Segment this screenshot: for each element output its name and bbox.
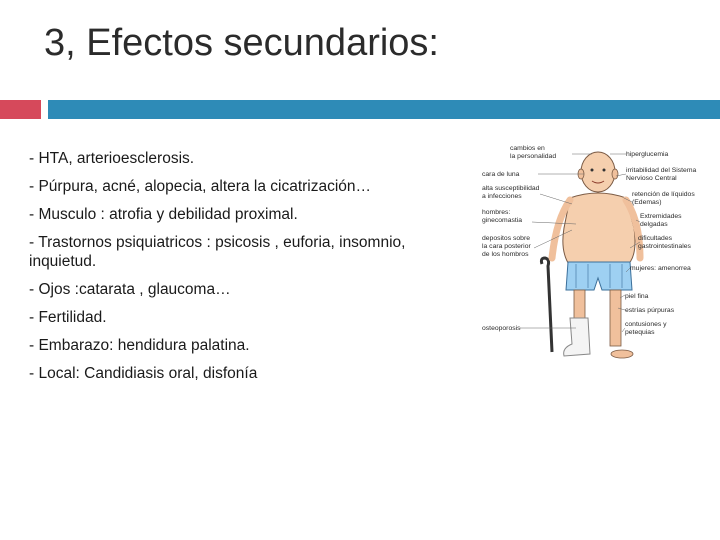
bullet-item: - Ojos :catarata , glaucoma… — [29, 281, 231, 298]
svg-text:osteoporosis — [482, 325, 521, 332]
svg-text:dificultadesgastrointestinales — [638, 235, 691, 250]
label-text: gastrointestinales — [638, 243, 691, 250]
side-effects-figure — [480, 132, 702, 372]
svg-text:cambios enla personalidad — [510, 145, 556, 160]
label-text: contusiones y — [625, 321, 667, 328]
bullet-item: - Púrpura, acné, alopecia, altera la cicatrización… — [29, 178, 372, 195]
right-labels — [625, 151, 696, 336]
bullet-item: - HTA, arterioesclerosis. — [29, 150, 195, 167]
label-text: (Edemas) — [632, 199, 662, 206]
label-text: a infecciones — [482, 193, 522, 200]
label-text: cambios en — [510, 145, 545, 152]
label-text: delgadas — [640, 221, 668, 228]
svg-text:depositos sobrela cara posteri — [482, 235, 531, 258]
svg-text:contusiones ypetequias — [625, 321, 667, 336]
label-text: alta susceptibilidad — [482, 185, 540, 192]
bullet-item: - Fertilidad. — [29, 309, 107, 326]
left-labels — [482, 145, 556, 332]
label-text: mujeres: amenorrea — [630, 265, 691, 272]
label-text: hombres: — [482, 209, 511, 216]
label-text: depositos sobre — [482, 235, 530, 242]
label-text: ginecomastia — [482, 217, 523, 224]
bullet-item: - Embarazo: hendidura palatina. — [29, 337, 250, 354]
label-text: estrías púrpuras — [625, 307, 675, 314]
label-text: Extremidades — [640, 213, 682, 220]
svg-text:piel fina — [625, 293, 649, 300]
svg-text:hombres:ginecomastia — [482, 209, 522, 224]
svg-text:mujeres: amenorrea — [630, 265, 691, 272]
label-text: Nervioso Central — [626, 175, 677, 182]
accent-bar-red — [0, 100, 41, 119]
label-text: irritabilidad del Sistema — [626, 167, 697, 174]
svg-text:estrías púrpuras — [625, 307, 675, 314]
bullet-item: - Trastornos psiquiatricos : psicosis , euforia, insomnio, inquietud. — [29, 234, 406, 270]
bullet-list — [29, 149, 439, 392]
svg-text:irritabilidad del SistemaNervi — [626, 167, 696, 182]
bullet-item: - Musculo : atrofia y debilidad proximal. — [29, 206, 298, 223]
svg-text:hiperglucemia — [626, 151, 669, 158]
label-text: cara de luna — [482, 171, 520, 178]
svg-text:cara de luna — [482, 171, 520, 178]
svg-text:Extremidadesdelgadas — [640, 213, 682, 228]
label-text: retención de líquidos — [632, 191, 695, 198]
label-text: petequias — [625, 329, 655, 336]
bullet-item: - Local: Candidiasis oral, disfonía — [29, 365, 258, 382]
label-text: de los hombros — [482, 251, 529, 258]
slide-title: 3, Efectos secundarios: — [44, 22, 439, 64]
label-text: la personalidad — [510, 153, 557, 160]
svg-text:retención de líquidos(Edemas) — [632, 191, 695, 206]
label-text: piel fina — [625, 293, 649, 300]
label-text: la cara posterior — [482, 243, 531, 250]
accent-bar-blue — [48, 100, 720, 119]
label-text: hiperglucemia — [626, 151, 669, 158]
svg-text:alta susceptibilidada infeccio — [482, 185, 540, 200]
label-text: dificultades — [638, 235, 673, 242]
label-text: osteoporosis — [482, 325, 521, 332]
